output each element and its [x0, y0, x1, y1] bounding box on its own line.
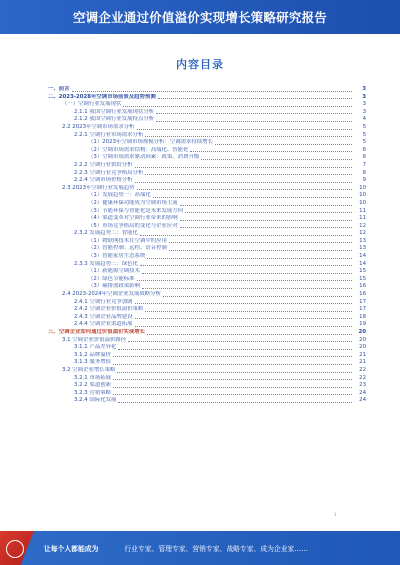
toc-entry[interactable]: [34, 321, 366, 329]
toc-entry-page: 3: [362, 108, 366, 115]
toc-leader-dots: [118, 402, 352, 403]
toc-entry-text: 2.1.2 我国空调行业发展特点分析: [74, 116, 155, 123]
toc-entry-text: 3.2.3 营销策略: [74, 389, 111, 396]
toc-entry-text: （2）智能控制：远程、语音控制: [88, 245, 167, 252]
toc-entry-page: 13: [359, 245, 366, 252]
toc-leader-dots: [145, 174, 352, 175]
toc-entry[interactable]: [34, 253, 366, 261]
toc-entry-text: （5）市场竞争格局的变化与企业应对: [88, 222, 178, 229]
toc-entry-page: 12: [359, 222, 366, 229]
toc-entry-page: 21: [359, 351, 366, 358]
toc-leader-dots: [169, 250, 352, 251]
toc-entry-page: 20: [359, 336, 366, 343]
toc-leader-dots: [158, 98, 352, 99]
toc-leader-dots: [128, 341, 352, 342]
toc-entry-page: 3: [362, 86, 366, 92]
toc-entry-text: 2.2.2 空调行业供给分析: [74, 161, 133, 168]
toc-entry-text: 2.2 2023年空调市场需求分析: [62, 123, 135, 130]
toc-entry[interactable]: [34, 132, 366, 140]
toc-entry-text: （2）健康环保功能成为空调市场主流: [88, 199, 178, 206]
toc-entry[interactable]: [34, 192, 366, 200]
toc-entry[interactable]: [34, 268, 366, 276]
toc-leader-dots: [140, 235, 352, 236]
toc-leader-dots: [135, 318, 352, 319]
toc-leader-dots: [123, 106, 352, 107]
toc-entry-page: 7: [362, 161, 366, 168]
toc-leader-dots: [135, 167, 352, 168]
toc-entry[interactable]: [34, 124, 366, 132]
toc-entry[interactable]: [34, 139, 366, 147]
toc-entry[interactable]: [34, 94, 366, 102]
toc-entry-text: 2.4.3 空调企业品牌建设: [74, 313, 133, 320]
toc-leader-dots: [156, 121, 352, 122]
toc-entry[interactable]: [34, 185, 366, 193]
toc-entry-page: 19: [359, 321, 366, 328]
toc-entry[interactable]: [34, 337, 366, 345]
toc-entry[interactable]: [34, 238, 366, 246]
toc-entry-text: 一、前言: [48, 86, 70, 92]
toc-title: 内容目录: [176, 58, 224, 71]
toc-leader-dots: [153, 197, 352, 198]
toc-leader-dots: [137, 129, 352, 130]
toc-entry[interactable]: [34, 200, 366, 208]
toc-entry-page: 22: [359, 366, 366, 373]
toc-entry[interactable]: [34, 367, 366, 375]
toc-entry-page: 6: [362, 154, 366, 161]
toc-entry-text: （1）发展趋势一：高端化: [88, 192, 151, 199]
toc-entry-text: 2.3 2023年空调行业发展趋势: [62, 184, 135, 191]
toc-entry-page: 10: [359, 192, 366, 199]
toc-entry[interactable]: [34, 177, 366, 185]
toc-entry-text: （1）新能源空调技术: [88, 268, 140, 275]
toc-entry-page: 10: [359, 199, 366, 206]
toc-entry-page: 23: [359, 382, 366, 389]
toc-entry[interactable]: [34, 170, 366, 178]
toc-entry-page: 5: [362, 139, 366, 146]
toc-leader-dots: [118, 349, 352, 350]
toc-entry-page: 22: [359, 374, 366, 381]
toc-entry-page: 5: [362, 123, 366, 130]
toc-entry-text: 二、2023-2028年空调市场前景及趋势预测: [48, 93, 156, 100]
toc-entry[interactable]: [34, 344, 366, 352]
toc-entry-text: 3.1 空调企业价值溢价路径: [62, 336, 127, 343]
logo-mark-icon: [6, 540, 24, 558]
toc-entry[interactable]: [34, 299, 366, 307]
toc-entry[interactable]: [34, 329, 366, 337]
toc-entry-text: 2.4 2023-2024年空调企业发展战略分析: [62, 291, 161, 298]
toc-leader-dots: [113, 356, 352, 357]
toc-entry[interactable]: [34, 276, 366, 284]
toc-entry[interactable]: [34, 245, 366, 253]
toc-leader-dots: [147, 334, 352, 335]
footer-tagline: 行业专家、管理专家、营销专家、战略专家、成为企业家……: [124, 545, 308, 553]
toc-entry[interactable]: [34, 154, 366, 162]
toc-entry-text: （一）空调行业发展现状: [62, 101, 122, 108]
toc-entry-text: 3.2.1 市场拓展: [74, 374, 111, 381]
document-footer: [0, 531, 400, 565]
toc-entry-text: 3.2.4 国际化发展: [74, 397, 117, 404]
toc-entry-page: 20: [358, 329, 366, 335]
toc-entry[interactable]: [34, 397, 366, 405]
toc-leader-dots: [113, 387, 352, 388]
toc-leader-dots: [156, 113, 352, 114]
toc-entry-page: 21: [359, 359, 366, 366]
toc-entry-text: 2.4.2 空调企业价值溢价策略: [74, 306, 144, 313]
toc-leader-dots: [113, 394, 352, 395]
toc-leader-dots: [180, 205, 352, 206]
toc-entry-text: （3）节能环保与智能化是未来发展方向: [88, 207, 184, 214]
page-number: 1: [334, 512, 337, 517]
toc-entry-page: 6: [362, 146, 366, 153]
toc-entry-page: 17: [359, 306, 366, 313]
toc-entry-text: 三、空调企业如何通过价值溢价实现增长: [48, 329, 146, 335]
toc-entry-text: （3）智能家居生态系统: [88, 253, 146, 260]
toc-entry-page: 16: [359, 291, 366, 298]
toc-entry-page: 18: [359, 313, 366, 320]
toc-entry-page: 12: [359, 230, 366, 237]
toc-leader-dots: [145, 311, 352, 312]
toc-leader-dots: [147, 258, 352, 259]
toc-entry-text: 2.2.1 空调行业市场需求分析: [74, 131, 144, 138]
toc-leader-dots: [72, 91, 352, 92]
toc-page: [34, 46, 366, 524]
toc-entry[interactable]: [34, 261, 366, 269]
toc-entry[interactable]: [34, 359, 366, 367]
toc-leader-dots: [215, 144, 352, 145]
toc-entry[interactable]: [34, 306, 366, 314]
toc-entry[interactable]: [34, 109, 366, 117]
toc-entry-page: 16: [359, 283, 366, 290]
toc-entry-text: （1）2023年空调市场规模分析：空调需求持续增长: [88, 139, 213, 146]
document-header: [0, 0, 400, 34]
toc-entry[interactable]: [34, 208, 366, 216]
toc-entry[interactable]: [34, 390, 366, 398]
toc-entry-text: （3）空调市场需求驱动因素：政策、消费升级: [88, 154, 200, 161]
toc-entry[interactable]: [34, 291, 366, 299]
toc-leader-dots: [117, 372, 352, 373]
toc-entry[interactable]: [34, 223, 366, 231]
toc-entry-text: 3.1.2 品牌溢价: [74, 351, 111, 358]
toc-leader-dots: [145, 136, 352, 137]
toc-entry-text: 3.1.3 服务增值: [74, 359, 111, 366]
toc-entry-text: 3.2 空调企业增长策略: [62, 366, 116, 373]
toc-entry-page: 5: [362, 131, 366, 138]
toc-entry[interactable]: [34, 215, 366, 223]
toc-entry[interactable]: [34, 375, 366, 383]
toc-leader-dots: [113, 379, 352, 380]
toc-entry-page: 11: [359, 215, 366, 222]
toc-entry-text: （4）渠道变革对空调行业带来的影响: [88, 215, 178, 222]
toc-entry[interactable]: [34, 116, 366, 124]
toc-entry[interactable]: [34, 86, 366, 94]
toc-leader-dots: [185, 212, 352, 213]
toc-entry-page: 24: [359, 397, 366, 404]
toc-entry[interactable]: [34, 314, 366, 322]
toc-entry-text: （2）绿色节能标准: [88, 275, 135, 282]
toc-entry-text: 2.2.3 空调行业竞争格局分析: [74, 169, 144, 176]
toc-entry[interactable]: [34, 382, 366, 390]
toc-leader-dots: [201, 159, 352, 160]
toc-entry[interactable]: [34, 352, 366, 360]
toc-entry-text: （2）空调市场需求结构：高端化、智能化: [88, 146, 189, 153]
toc-entry-page: 13: [359, 237, 366, 244]
toc-leader-dots: [135, 182, 352, 183]
toc-leader-dots: [163, 296, 352, 297]
toc-entry-page: 8: [362, 169, 366, 176]
footer-slogan: 让每个人都能成为: [44, 545, 99, 553]
toc-entry-page: 14: [359, 260, 366, 267]
toc-entry-page: 14: [359, 253, 366, 260]
toc-leader-dots: [169, 242, 352, 243]
toc-entry-text: 2.1.1 我国空调行业发展现状分析: [74, 108, 155, 115]
toc-entry-page: 20: [359, 344, 366, 351]
toc-entry-page: 11: [359, 207, 366, 214]
toc-leader-dots: [142, 273, 352, 274]
document-title: 空调企业通过价值溢价实现增长策略研究报告: [72, 10, 327, 25]
toc-leader-dots: [190, 151, 352, 152]
toc-entry-text: （3）碳排放政策影响: [88, 283, 140, 290]
toc-entry-text: 3.2.2 渠道创新: [74, 382, 111, 389]
toc-entry-page: 9: [362, 177, 366, 184]
toc-entry-text: 2.3.2 发展趋势二：智能化: [74, 230, 138, 237]
toc-entry-text: （1）物联网技术在空调中的应用: [88, 237, 167, 244]
toc-entry-text: 2.3.3 发展趋势三：绿色化: [74, 260, 138, 267]
toc-leader-dots: [135, 326, 352, 327]
toc-entry[interactable]: [34, 162, 366, 170]
toc-entry-page: 15: [359, 268, 366, 275]
toc-entry-page: 17: [359, 298, 366, 305]
toc-entry-text: 3.1.1 产品差异化: [74, 344, 117, 351]
toc-entry-text: 2.2.4 空调市场价格分析: [74, 177, 133, 184]
toc-entry-text: 2.4.1 空调行业竞争加剧: [74, 298, 133, 305]
toc-entry[interactable]: [34, 147, 366, 155]
toc-leader-dots: [113, 364, 352, 365]
toc-leader-dots: [137, 189, 352, 190]
toc-leader-dots: [137, 280, 352, 281]
toc-entry-page: 3: [362, 101, 366, 108]
toc-entry-page: 10: [359, 184, 366, 191]
toc-entry[interactable]: [34, 283, 366, 291]
toc-leader-dots: [140, 265, 352, 266]
toc-entry-page: 4: [362, 116, 366, 123]
toc-leader-dots: [135, 303, 352, 304]
toc-list: [34, 86, 366, 405]
toc-entry-text: 2.4.4 空调企业渠道拓展: [74, 321, 133, 328]
toc-leader-dots: [180, 220, 352, 221]
toc-entry-page: 15: [359, 275, 366, 282]
toc-entry-page: 3: [362, 93, 366, 100]
toc-entry[interactable]: [34, 101, 366, 109]
toc-leader-dots: [142, 288, 352, 289]
toc-entry-page: 24: [359, 389, 366, 396]
toc-entry[interactable]: [34, 230, 366, 238]
toc-leader-dots: [180, 227, 352, 228]
brand-logo: [0, 531, 34, 565]
